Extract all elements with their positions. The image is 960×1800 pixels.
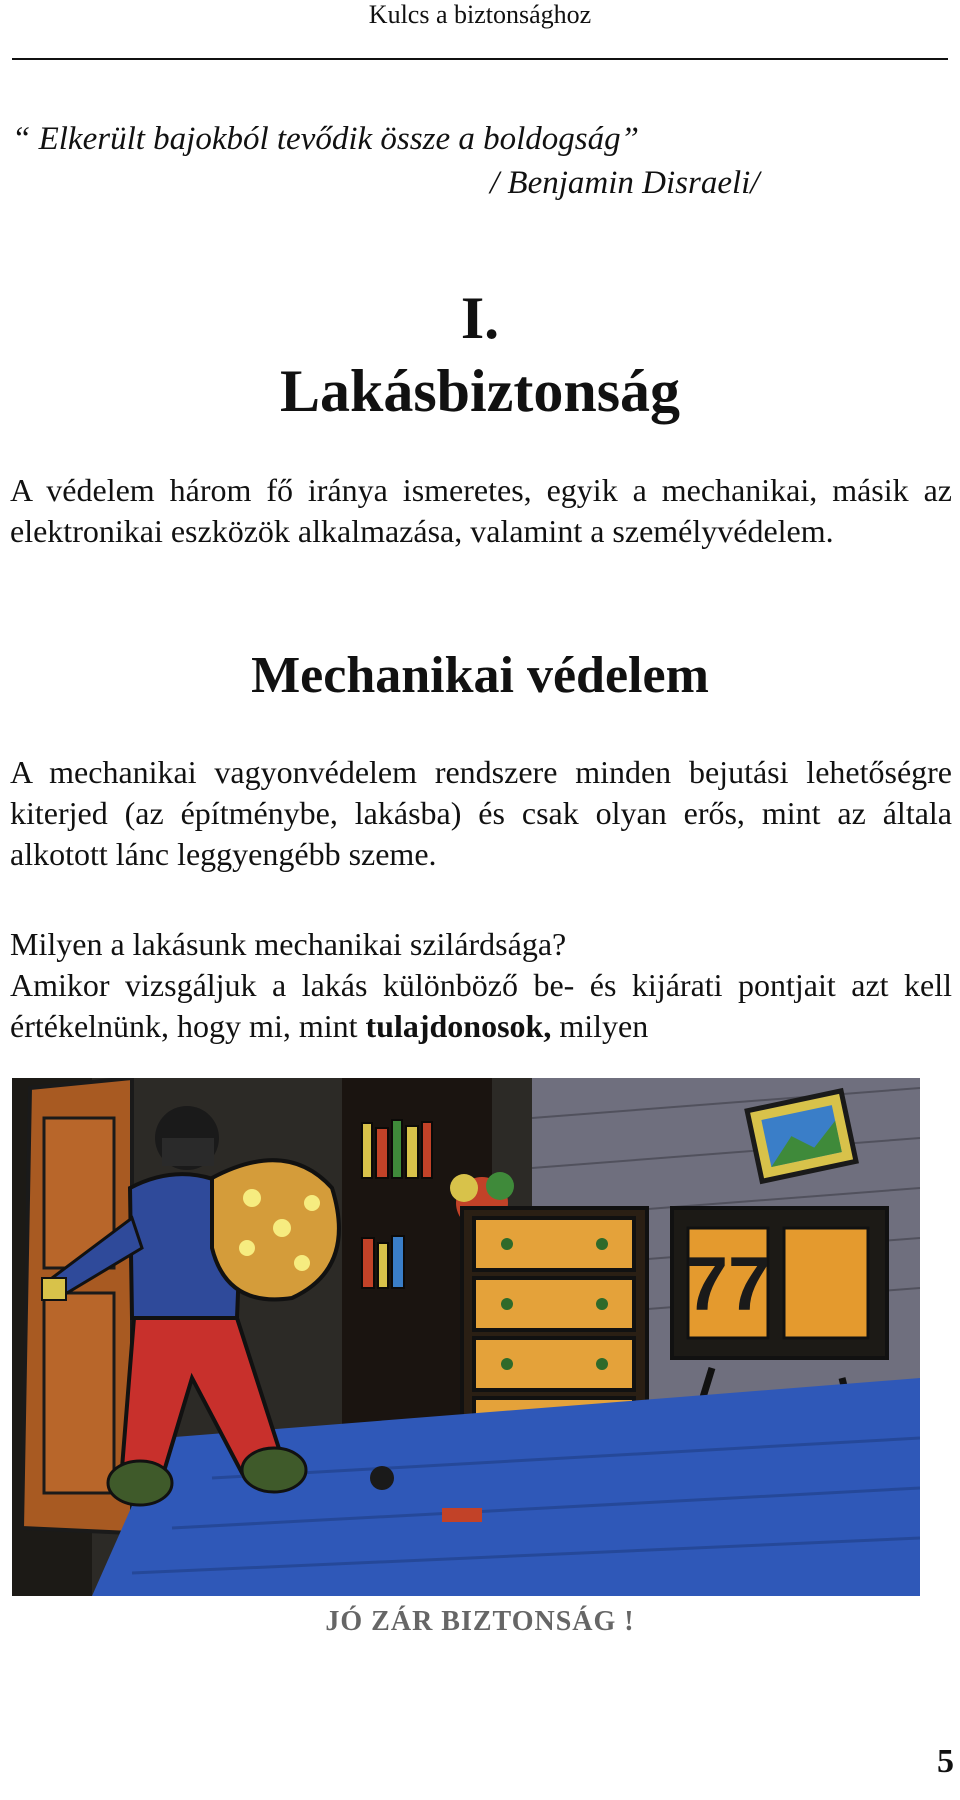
- header-rule: [12, 58, 948, 60]
- burglar-illustration: [12, 1078, 920, 1596]
- epigraph-quote: “ Elkerült bajokból tevődik össze a boldogság”: [12, 121, 639, 157]
- page-number: 5: [937, 1743, 954, 1780]
- continuation-text-end: milyen: [551, 1008, 649, 1044]
- section-continuation: [10, 965, 952, 1047]
- section-paragraph: A mechanikai vagyonvédelem rendszere minden bejutási lehetőségre kiterjed (az építménybe, lakásba) és csak olyan erős, mint az általa alkotott lánc leggyengébb szeme.: [10, 754, 952, 872]
- chapter-title: Lakásbiztonság: [279, 358, 681, 424]
- intro-paragraph: A védelem három fő iránya ismeretes, egyik a mechanikai, másik az elektronikai eszközök alkalmazása, valamint a személyvédelem.: [10, 472, 952, 549]
- illustration-caption: JÓ ZÁR BIZTONSÁG !: [325, 1606, 635, 1637]
- section-question: Milyen a lakásunk mechanikai szilárdsága?: [10, 926, 567, 962]
- running-header: Kulcs a biztonsághoz: [368, 0, 592, 29]
- section-title: Mechanikai védelem: [251, 647, 709, 704]
- continuation-bold-text: tulajdonosok,: [365, 1008, 552, 1044]
- epigraph-author: / Benjamin Disraeli/: [490, 165, 760, 201]
- continuation-text: Amikor vizsgáljuk a lakás különböző be- és kijárati pontjait azt kell értékelnünk, hogy mi, mint: [10, 967, 952, 1044]
- chapter-number: I.: [460, 285, 500, 351]
- painted-digit: 77: [685, 1242, 771, 1327]
